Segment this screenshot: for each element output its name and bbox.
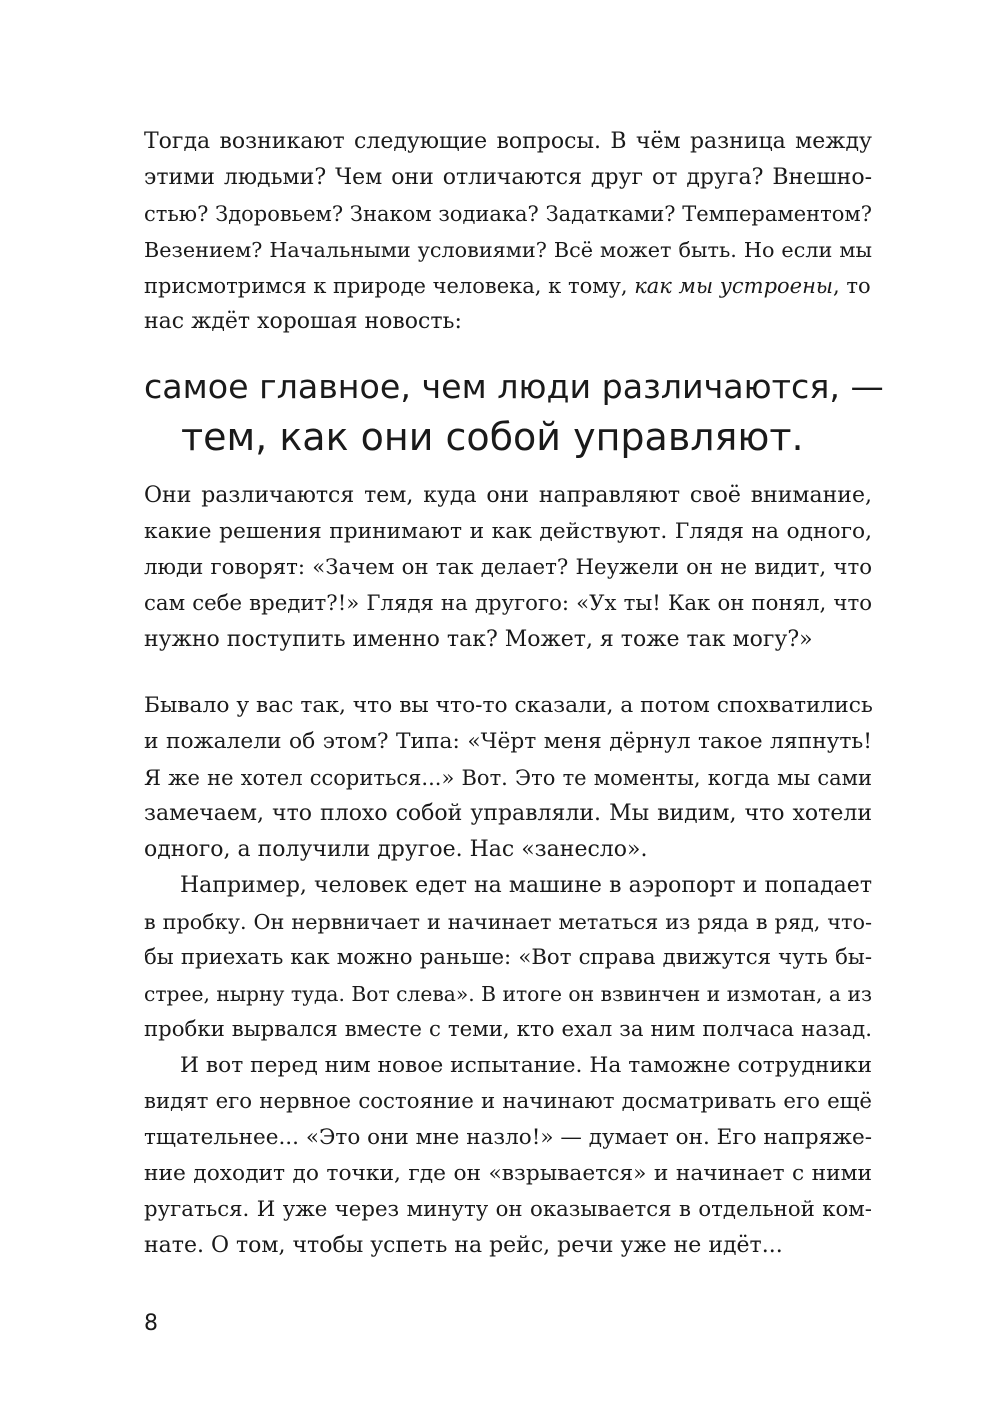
paragraph-4-line-3: бы приехать как можно раньше: «Вот справа движутся чуть бы- bbox=[144, 945, 872, 970]
paragraph-4-line-4: стрее, нырну туда. Вот слева». В итоге он взвинчен и измотан, а из bbox=[144, 982, 872, 1006]
paragraph-3-line-1: Бывало у вас так, что вы что-то сказали, а потом спохватились bbox=[144, 693, 873, 718]
line-5-text-after: , то bbox=[833, 274, 871, 298]
paragraph-1-line-6: нас ждёт хорошая новость: bbox=[144, 309, 462, 334]
paragraph-5-line-6: нате. О том, чтобы успеть на рейс, речи уже не идёт... bbox=[144, 1233, 783, 1258]
paragraph-2-line-4: сам себе вредит?!» Глядя на другого: «Ух ты! Как он понял, что bbox=[144, 591, 872, 616]
paragraph-3-line-4: замечаем, что плохо собой управляли. Мы видим, что хотели bbox=[144, 801, 872, 826]
paragraph-1-line-3: стью? Здоровьем? Знаком зодиака? Задатками? Темпераментом? bbox=[144, 202, 872, 226]
page-number: 8 bbox=[144, 1311, 158, 1336]
paragraph-5-line-2: видят его нервное состояние и начинают досматривать его ещё bbox=[144, 1089, 872, 1114]
paragraph-2-line-5: нужно поступить именно так? Может, я тоже так могу?» bbox=[144, 627, 813, 652]
paragraph-5-line-4: ние доходит до точки, где он «взрывается» и начинает с ними bbox=[144, 1161, 872, 1186]
paragraph-1-line-1: Тогда возникают следующие вопросы. В чём разница между bbox=[144, 129, 872, 154]
paragraph-5-line-5: ругаться. И уже через минуту он оказывается в отдельной ком- bbox=[144, 1197, 872, 1222]
paragraph-1-line-4: Везением? Начальными условиями? Всё может быть. Но если мы bbox=[144, 238, 872, 262]
paragraph-4-line-5: пробки вырвался вместе с теми, кто ехал за ним полчаса назад. bbox=[144, 1017, 872, 1042]
paragraph-5-line-3: тщательнее... «Это они мне назло!» — думает он. Его напряже- bbox=[144, 1125, 872, 1150]
paragraph-5-line-1: И вот перед ним новое испытание. На таможне сотрудники bbox=[180, 1053, 873, 1078]
line-5-italic-text: как мы устроены bbox=[634, 274, 834, 298]
line-5-text-before: присмотримся к природе человека, к тому, bbox=[144, 274, 635, 298]
paragraph-4-line-2: в пробку. Он нервничает и начинает метаться из ряда в ряд, что- bbox=[144, 910, 872, 934]
paragraph-1-line-5 bbox=[144, 268, 872, 304]
paragraph-2-line-3: люди говорят: «Зачем он так делает? Неужели он не видит, что bbox=[144, 555, 872, 580]
paragraph-1-line-2: этими людьми? Чем они отличаются друг от друга? Внешно- bbox=[144, 165, 872, 190]
paragraph-2-line-1: Они различаются тем, куда они направляют своё внимание, bbox=[144, 483, 872, 508]
pullquote-line-2: тем, как они собой управляют. bbox=[181, 415, 804, 459]
paragraph-2-line-2: какие решения принимают и как действуют. Глядя на одного, bbox=[144, 519, 872, 544]
paragraph-3-line-3: Я же не хотел ссориться...» Вот. Это те моменты, когда мы сами bbox=[144, 766, 872, 790]
pullquote-line-1: самое главное, чем люди различаются, — bbox=[144, 367, 884, 406]
paragraph-3-line-2: и пожалели об этом? Типа: «Чёрт меня дёрнул такое ляпнуть! bbox=[144, 729, 872, 754]
paragraph-4-line-1: Например, человек едет на машине в аэропорт и попадает bbox=[180, 873, 872, 898]
paragraph-3-line-5: одного, а получили другое. Нас «занесло». bbox=[144, 837, 648, 862]
